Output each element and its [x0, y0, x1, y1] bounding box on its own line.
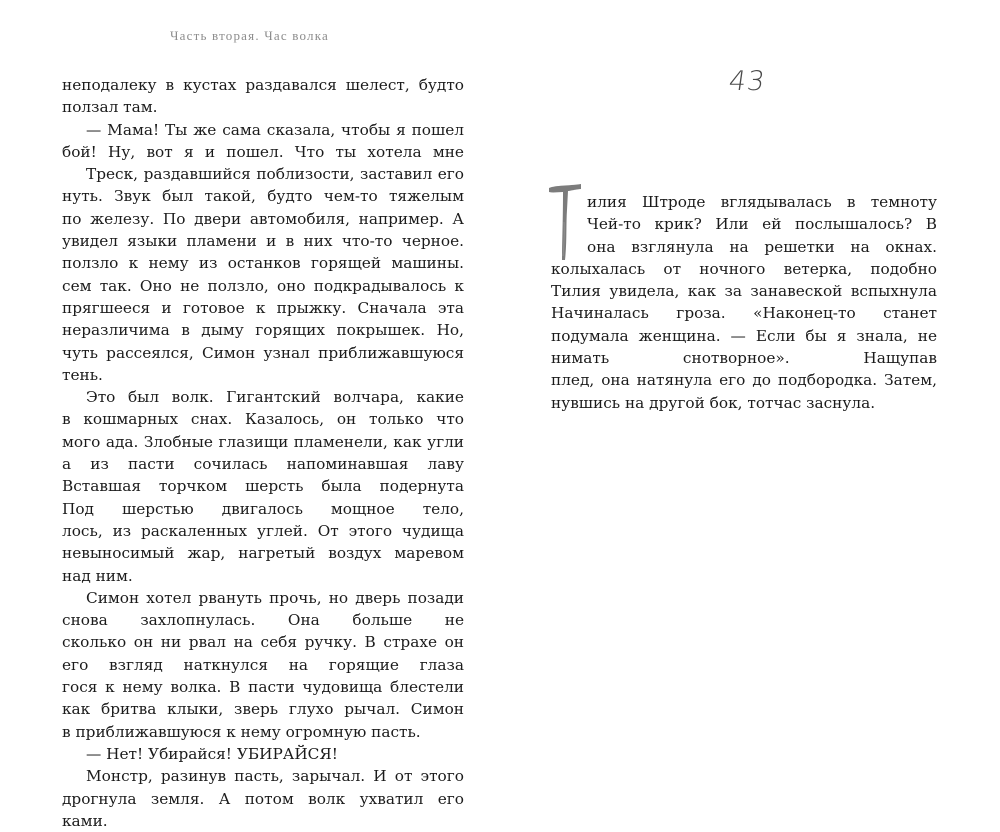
text-line: Чей-то крик? Или ей послышалось? В: [587, 215, 937, 234]
text-line: неподалеку в кустах раздавался шелест, будто: [62, 76, 464, 94]
text-line: лось, из раскаленных углей. От этого чудища: [62, 521, 464, 540]
text-line: бой! Ну, вот я и пошел. Что ты хотела мне: [62, 142, 464, 161]
text-line: она взглянула на решетки на окнах.: [587, 237, 937, 256]
text-line: в приближавшуюся к нему огромную пасть.: [62, 722, 421, 741]
text-line: невыносимый жар, нагретый воздух маревом: [62, 544, 464, 563]
text-line: по железу. По двери автомобиля, например. А: [62, 209, 464, 228]
text-line: дрогнула земля. А потом волк ухватил его: [62, 789, 464, 808]
text-line: ками.: [62, 811, 108, 830]
text-line: ползал там.: [62, 98, 158, 117]
text-line: его взгляд наткнулся на горящие глаза: [62, 655, 464, 674]
text-line: как бритва клыки, зверь глухо рычал. Симон: [62, 700, 464, 719]
text-line: нуть. Звук был такой, будто чем-то тяжелым: [62, 187, 464, 206]
text-line: неразличима в дыму горящих покрышек. Но,: [62, 321, 464, 340]
text-line: чуть рассеялся, Симон узнал приближавшуюся: [62, 343, 464, 362]
left-page-text: [62, 74, 464, 832]
running-head: Часть вторая. Час волка: [170, 28, 330, 43]
text-line: сем так. Оно не ползло, оно подкрадывалось к: [62, 276, 464, 295]
text-line: Вставшая торчком шерсть была подернута: [62, 477, 464, 496]
text-line: Треск, раздавшийся поблизости, заставил его: [86, 165, 464, 184]
text-line: Начиналась гроза. «Наконец-то станет: [551, 304, 937, 323]
text-line: прягшееся и готовое к прыжку. Сначала эта: [62, 298, 464, 317]
text-line: мого ада. Злобные глазищи пламенели, как угли: [62, 432, 464, 451]
text-line: в кошмарных снах. Казалось, он только что: [62, 410, 464, 429]
text-line: илия Штроде вглядывалась в темноту: [587, 193, 937, 211]
text-line: гося к нему волка. В пасти чудовища блестели: [62, 678, 464, 697]
text-line: Монстр, разинув пасть, зарычал. И от этого: [86, 767, 464, 786]
chapter-number: 43: [726, 66, 768, 97]
text-line: тень.: [62, 365, 103, 384]
text-line: — Мама! Ты же сама сказала, чтобы я пошел: [86, 120, 464, 139]
text-line: плед, она натянула его до подбородка. Затем,: [551, 371, 937, 390]
text-line: Симон хотел рвануть прочь, но дверь позади: [86, 588, 464, 607]
text-line: сколько он ни рвал на себя ручку. В страхе он: [62, 633, 464, 652]
text-line: ползло к нему из останков горящей машины.: [62, 254, 464, 273]
text-line: а из пасти сочилась напоминавшая лаву: [62, 455, 464, 474]
text-line: Это был волк. Гигантский волчара, какие: [86, 388, 464, 407]
text-line: колыхалась от ночного ветерка, подобно: [551, 259, 937, 278]
text-line: Под шерстью двигалось мощное тело,: [62, 499, 464, 518]
text-line: нувшись на другой бок, тотчас заснула.: [551, 393, 876, 412]
text-line: увидел языки пламени и в них что-то черное.: [62, 232, 464, 251]
right-page-text: [551, 191, 937, 414]
text-line: — Нет! Убирайся! УБИРАЙСЯ!: [86, 744, 338, 763]
text-line: Тилия увидела, как за занавеской вспыхнула: [551, 282, 937, 301]
text-line: подумала женщина. — Если бы я знала, не: [551, 326, 937, 345]
text-line: снова захлопнулась. Она больше не: [62, 611, 464, 630]
text-line: над ним.: [62, 566, 133, 585]
text-line: нимать снотворное». Нащупав: [551, 349, 937, 368]
